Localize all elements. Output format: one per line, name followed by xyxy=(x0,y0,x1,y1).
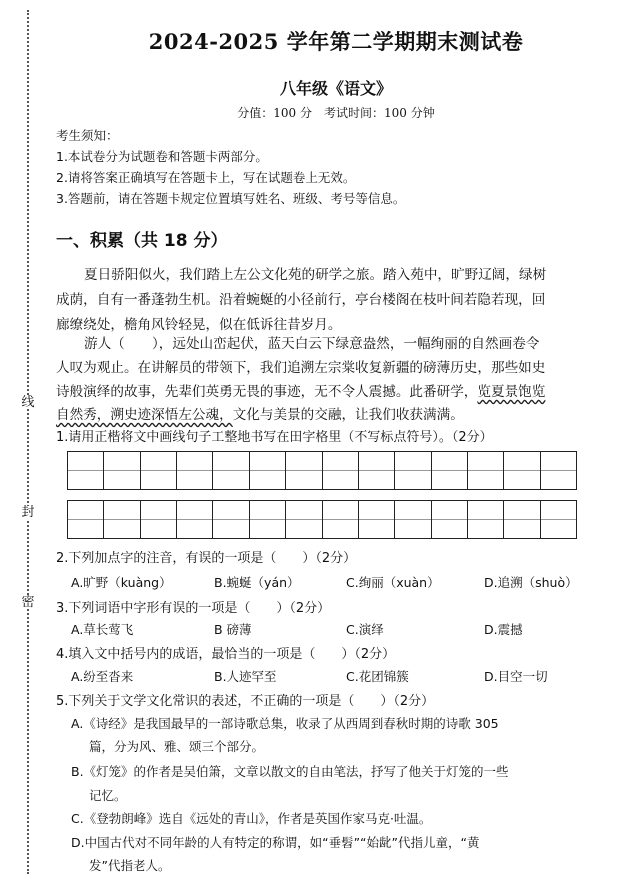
option-c[interactable]: C.绚丽（xuàn） xyxy=(346,575,440,590)
grid-cell[interactable] xyxy=(358,451,395,490)
passage-line: 夏日骄阳似火，我们踏上左公文化苑的研学之旅。踏入苑中，旷野辽阔，绿树 xyxy=(84,267,547,283)
binding-word-feng: 封 xyxy=(21,505,35,520)
option-d-continued: 发”代指老人。 xyxy=(89,858,171,873)
passage-line: 游人（ ），远处山峦起伏，蓝天白云下绿意盎然，一幅绚丽的自然画卷令 xyxy=(84,336,540,352)
option-a[interactable]: A.旷野（kuàng） xyxy=(71,575,172,590)
writing-grid-row-2[interactable] xyxy=(68,500,577,539)
binding-word-xian: 线 xyxy=(21,395,35,410)
option-a-continued: 篇，分为风、雅、颂三个部分。 xyxy=(89,739,265,754)
option-b[interactable]: B.《灯笼》的作者是吴伯箫，文章以散文的自由笔法，抒写了他关于灯笼的一些 xyxy=(71,764,509,779)
question-5: 5.下列关于文学文化常识的表述，不正确的一项是（ ）（2分） xyxy=(56,694,435,709)
passage-line: 廊缭绕处，檐角风铃轻晃，似在低诉往昔岁月。 xyxy=(56,317,342,333)
grid-cell[interactable] xyxy=(503,500,540,539)
passage-line-with-underline xyxy=(56,380,545,400)
option-c[interactable]: C.演绎 xyxy=(346,622,384,637)
option-c[interactable]: C.花团锦簇 xyxy=(346,669,409,684)
grid-cell[interactable] xyxy=(249,500,286,539)
option-c[interactable]: C.《登勃朗峰》选自《远处的青山》，作者是英国作家马克·吐温。 xyxy=(71,811,432,826)
grid-cell[interactable] xyxy=(285,451,322,490)
grid-cell[interactable] xyxy=(322,500,359,539)
section-heading: 一、积累（共 18 分） xyxy=(56,231,228,251)
option-b[interactable]: B.蜿蜒（yán） xyxy=(214,575,300,590)
notice-item: 2.请将答案正确填写在答题卡上，写在试题卷上无效。 xyxy=(56,170,356,185)
writing-grid-row-1[interactable] xyxy=(68,451,577,490)
passage-line-with-underline xyxy=(56,403,464,423)
grid-cell[interactable] xyxy=(140,451,177,490)
notice-item: 1.本试卷分为试题卷和答题卡两部分。 xyxy=(56,149,268,164)
binding-word-mi: 密 xyxy=(21,595,35,610)
option-d[interactable]: D.追溯（shuò） xyxy=(484,575,578,590)
grid-cell[interactable] xyxy=(67,451,104,490)
underlined-sentence: 览夏景饱览 xyxy=(477,384,546,400)
grid-cell[interactable] xyxy=(540,451,577,490)
exam-title: 2024-2025 学年第二学期期末测试卷 xyxy=(148,29,524,54)
exam-subtitle: 八年级《语文》 xyxy=(279,79,392,98)
grid-cell[interactable] xyxy=(212,451,249,490)
option-b-continued: 记忆。 xyxy=(89,788,127,803)
grid-cell[interactable] xyxy=(540,500,577,539)
grid-cell[interactable] xyxy=(394,500,431,539)
grid-cell[interactable] xyxy=(103,500,140,539)
grid-cell[interactable] xyxy=(394,451,431,490)
grid-cell[interactable] xyxy=(140,500,177,539)
option-a[interactable]: A.纷至沓来 xyxy=(71,669,134,684)
grid-cell[interactable] xyxy=(467,451,504,490)
underlined-sentence: 自然秀，溯史迹深悟左公魂， xyxy=(56,407,233,423)
passage-line: 人叹为观止。在讲解员的带领下，我们追溯左宗棠收复新疆的磅薄历史，那些如史 xyxy=(56,360,546,376)
grid-cell[interactable] xyxy=(176,451,213,490)
grid-cell[interactable] xyxy=(467,500,504,539)
grid-cell[interactable] xyxy=(285,500,322,539)
notice-item: 3.答题前，请在答题卡规定位置填写姓名、班级、考号等信息。 xyxy=(56,191,406,206)
passage-text: 文化与美景的交融，让我们收获满满。 xyxy=(232,407,464,423)
notice-heading: 考生须知： xyxy=(56,128,119,143)
grid-cell[interactable] xyxy=(431,451,468,490)
passage-line: 成荫，自有一番蓬勃生机。沿着蜿蜒的小径前行，亭台楼阁在枝叶间若隐若现，回 xyxy=(56,292,546,308)
question-3: 3.下列词语中字形有误的一项是（ ）（2分） xyxy=(56,601,331,616)
option-b[interactable]: B.人迹罕至 xyxy=(214,669,277,684)
binding-line xyxy=(22,0,34,884)
score-info: 分值：100 分 考试时间：100 分钟 xyxy=(237,106,435,120)
option-b[interactable]: B 磅薄 xyxy=(214,622,252,637)
question-4: 4.填入文中括号内的成语，最恰当的一项是（ ）（2分） xyxy=(56,647,396,662)
option-a[interactable]: A.草长莺飞 xyxy=(71,622,134,637)
option-d[interactable]: D.中国古代对不同年龄的人有特定的称谓，如“垂髫”“始龀”代指儿童，“黄 xyxy=(71,835,480,850)
grid-cell[interactable] xyxy=(249,451,286,490)
option-d[interactable]: D.目空一切 xyxy=(484,669,548,684)
passage-text: 诗般演绎的故事，先辈们英勇无畏的事迹，无不令人震撼。此番研学， xyxy=(56,384,478,400)
grid-cell[interactable] xyxy=(67,500,104,539)
grid-cell[interactable] xyxy=(103,451,140,490)
grid-cell[interactable] xyxy=(322,451,359,490)
question-2: 2.下列加点字的注音，有误的一项是（ ）（2分） xyxy=(56,551,357,566)
option-d[interactable]: D.震撼 xyxy=(484,622,523,637)
grid-cell[interactable] xyxy=(358,500,395,539)
grid-cell[interactable] xyxy=(431,500,468,539)
grid-cell[interactable] xyxy=(176,500,213,539)
question-1: 1.请用正楷将文中画线句子工整地书写在田字格里（不写标点符号）。（2分） xyxy=(56,430,493,445)
binding-dotted-line xyxy=(27,10,29,874)
grid-cell[interactable] xyxy=(503,451,540,490)
option-a[interactable]: A.《诗经》是我国最早的一部诗歌总集，收录了从西周到春秋时期的诗歌 305 xyxy=(71,716,499,731)
grid-cell[interactable] xyxy=(212,500,249,539)
